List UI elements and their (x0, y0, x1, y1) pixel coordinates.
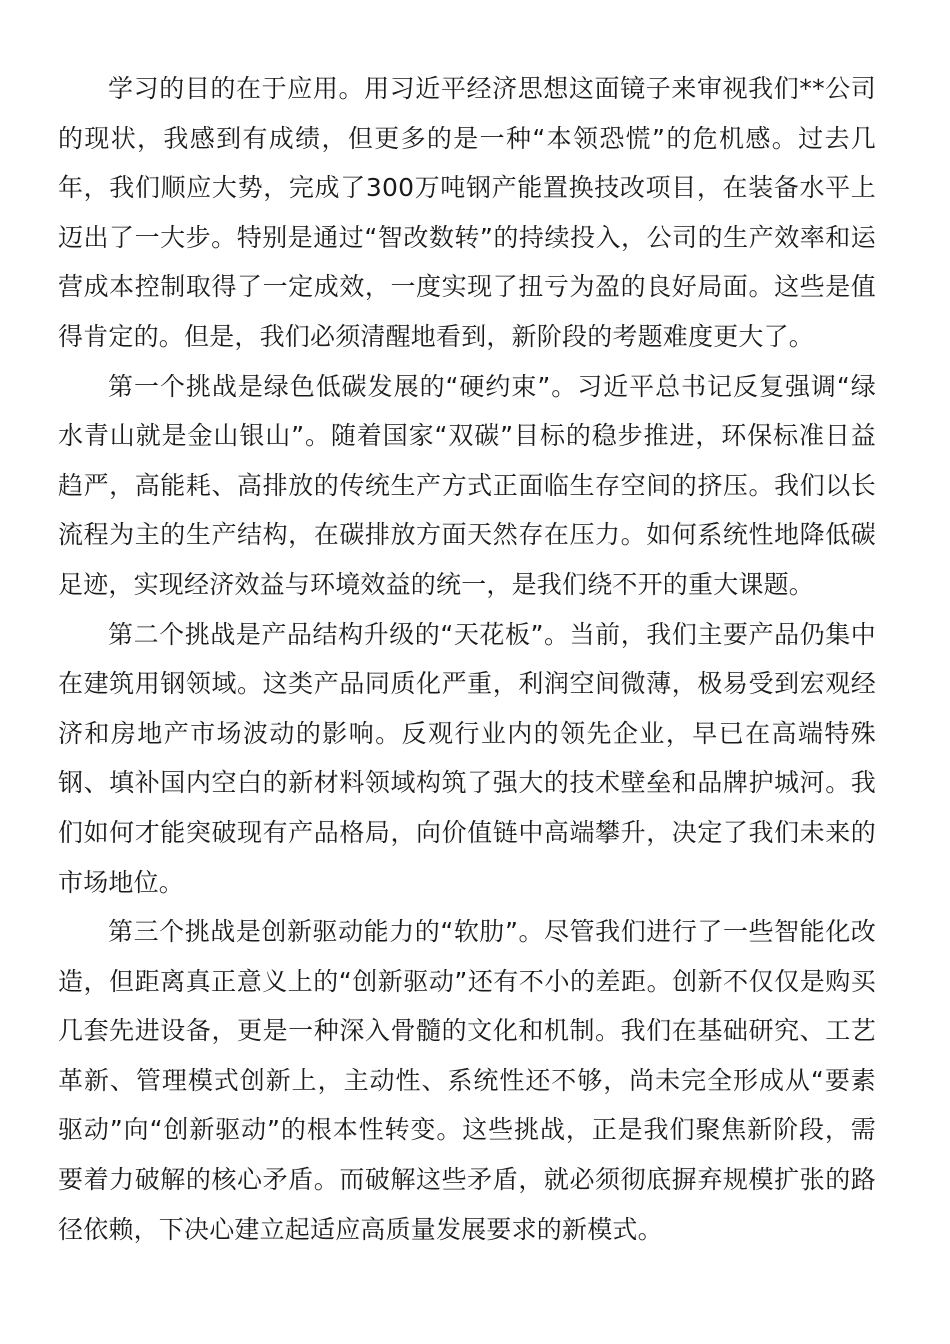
paragraph-challenge-3: 第三个挑战是创新驱动能力的“软肋”。尽管我们进行了一些智能化改造，但距离真正意义上的“创新驱动”还有不小的差距。创新不仅仅是购买几套先进设备，更是一种深入骨髓的文化和机制。我们在基础研究、工艺革新、管理模式创新上，主动性、系统性还不够，尚未完全形成从“要素驱动”向“创新驱动”的根本性转变。这些挑战，正是我们聚焦新阶段，需要着力破解的核心矛盾。而破解这些矛盾，就必须彻底摒弃规模扩张的路径依赖，下决心建立起适应高质量发展要求的新模式。 (58, 917, 876, 1244)
document-body (58, 64, 876, 1254)
paragraph-intro: 学习的目的在于应用。用习近平经济思想这面镜子来审视我们**公司的现状，我感到有成绩，但更多的是一种“本领恐慌”的危机感。过去几年，我们顺应大势，完成了300万吨钢产能置换技改项目，在装备水平上迈出了一大步。特别是通过“智改数转”的持续投入，公司的生产效率和运营成本控制取得了一定成效，一度实现了扭亏为盈的良好局面。这些是值得肯定的。但是，我们必须清醒地看到，新阶段的考题难度更大了。 (58, 74, 876, 351)
paragraph-challenge-1: 第一个挑战是绿色低碳发展的“硬约束”。习近平总书记反复强调“绿水青山就是金山银山”。随着国家“双碳”目标的稳步推进，环保标准日益趋严，高能耗、高排放的传统生产方式正面临生存空间的挤压。我们以长流程为主的生产结构，在碳排放方面天然存在压力。如何系统性地降低碳足迹，实现经济效益与环境效益的统一，是我们绕不开的重大课题。 (58, 371, 876, 599)
paragraph-challenge-2: 第二个挑战是产品结构升级的“天花板”。当前，我们主要产品仍集中在建筑用钢领域。这类产品同质化严重，利润空间微薄，极易受到宏观经济和房地产市场波动的影响。反观行业内的领先企业，早已在高端特殊钢、填补国内空白的新材料领域构筑了强大的技术壁垒和品牌护城河。我们如何才能突破现有产品格局，向价值链中高端攀升，决定了我们未来的市场地位。 (58, 619, 876, 897)
